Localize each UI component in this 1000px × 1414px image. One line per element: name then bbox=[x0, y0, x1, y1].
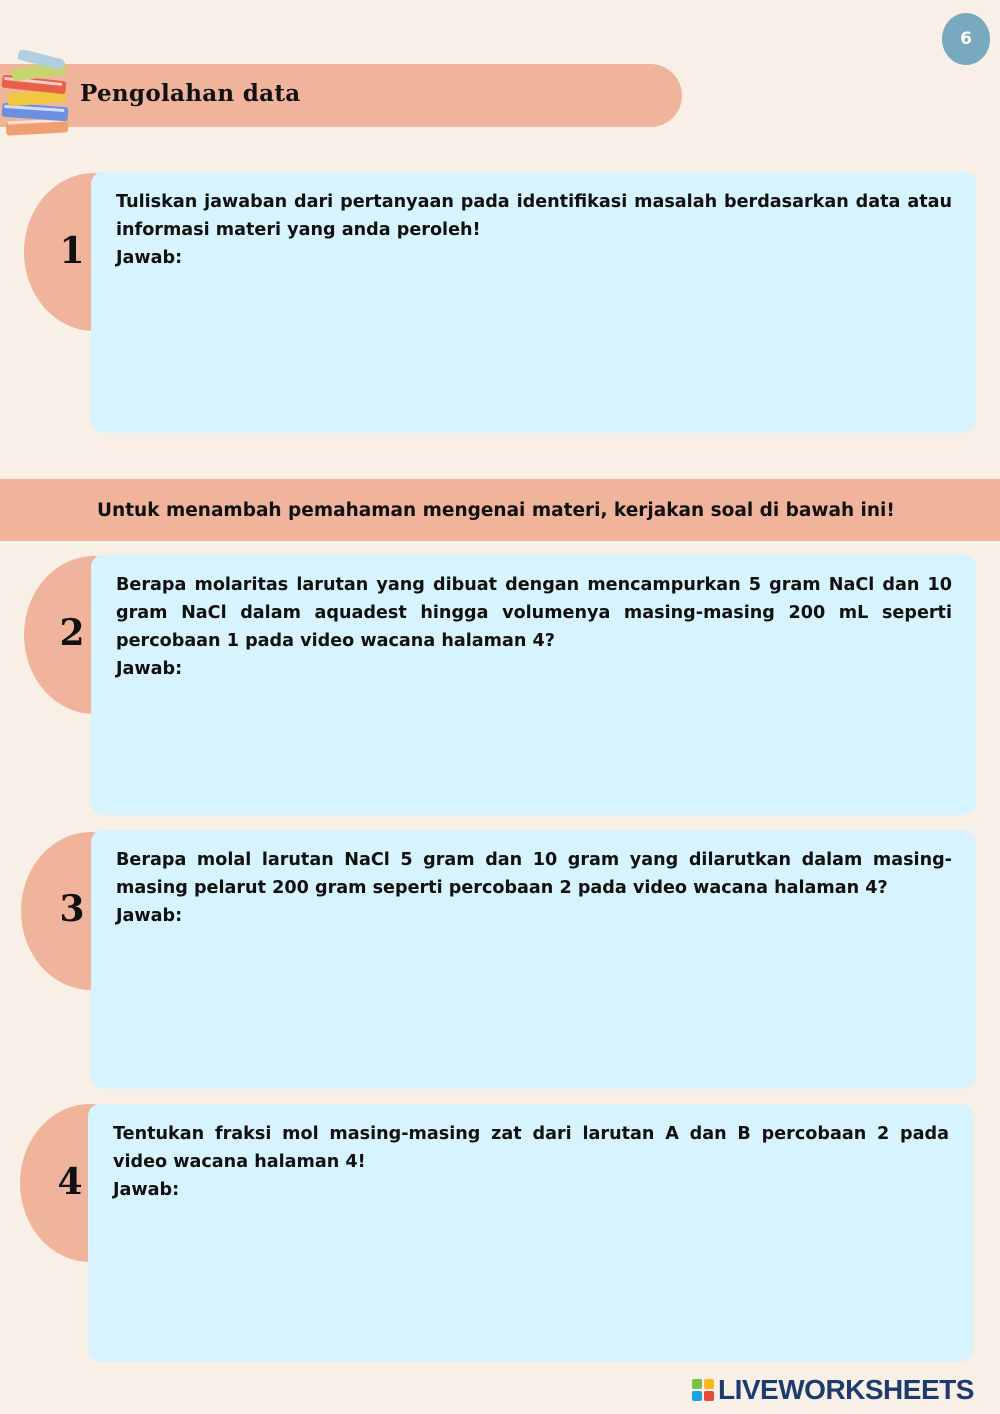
task-question: Tentukan fraksi mol masing-masing zat dari larutan A dan B percobaan 2 pada video wacana halaman 4! bbox=[113, 1124, 949, 1172]
task-number: 4 bbox=[57, 1161, 83, 1203]
watermark-text: LIVEWORKSHEETS bbox=[718, 1374, 974, 1405]
task-box-1[interactable] bbox=[91, 172, 976, 433]
liveworksheets-logo-icon bbox=[692, 1379, 714, 1401]
task-number: 3 bbox=[59, 888, 85, 930]
answer-label: Jawab: bbox=[116, 659, 183, 679]
task-number: 2 bbox=[59, 612, 85, 654]
answer-label: Jawab: bbox=[116, 906, 183, 926]
books-stack-icon bbox=[0, 50, 80, 142]
liveworksheets-watermark[interactable] bbox=[692, 1374, 974, 1406]
answer-label: Jawab: bbox=[116, 248, 183, 268]
task-box-3[interactable] bbox=[91, 830, 976, 1089]
answer-label: Jawab: bbox=[113, 1180, 180, 1200]
task-box-2[interactable] bbox=[91, 555, 976, 815]
task-box-4[interactable] bbox=[88, 1104, 973, 1362]
task-question: Berapa molal larutan NaCl 5 gram dan 10 gram yang dilarutkan dalam masing-masing pelarut 200 gram seperti percobaan 2 pada video wacana halaman 4? bbox=[116, 850, 952, 898]
task-number: 1 bbox=[59, 230, 85, 272]
page-title: Pengolahan data bbox=[80, 80, 301, 107]
instruction-text: Untuk menambah pemahaman mengenai materi, kerjakan soal di bawah ini! bbox=[97, 499, 895, 521]
task-question: Tuliskan jawaban dari pertanyaan pada identifikasi masalah berdasarkan data atau informasi materi yang anda peroleh! bbox=[116, 192, 952, 240]
instruction-band bbox=[0, 479, 1000, 541]
page-number-badge: 6 bbox=[942, 13, 990, 65]
task-question: Berapa molaritas larutan yang dibuat dengan mencampurkan 5 gram NaCl dan 10 gram NaCl dalam aquadest hingga volumenya masing-masing 200 mL seperti percobaan 1 pada video wacana halaman 4? bbox=[116, 575, 952, 651]
